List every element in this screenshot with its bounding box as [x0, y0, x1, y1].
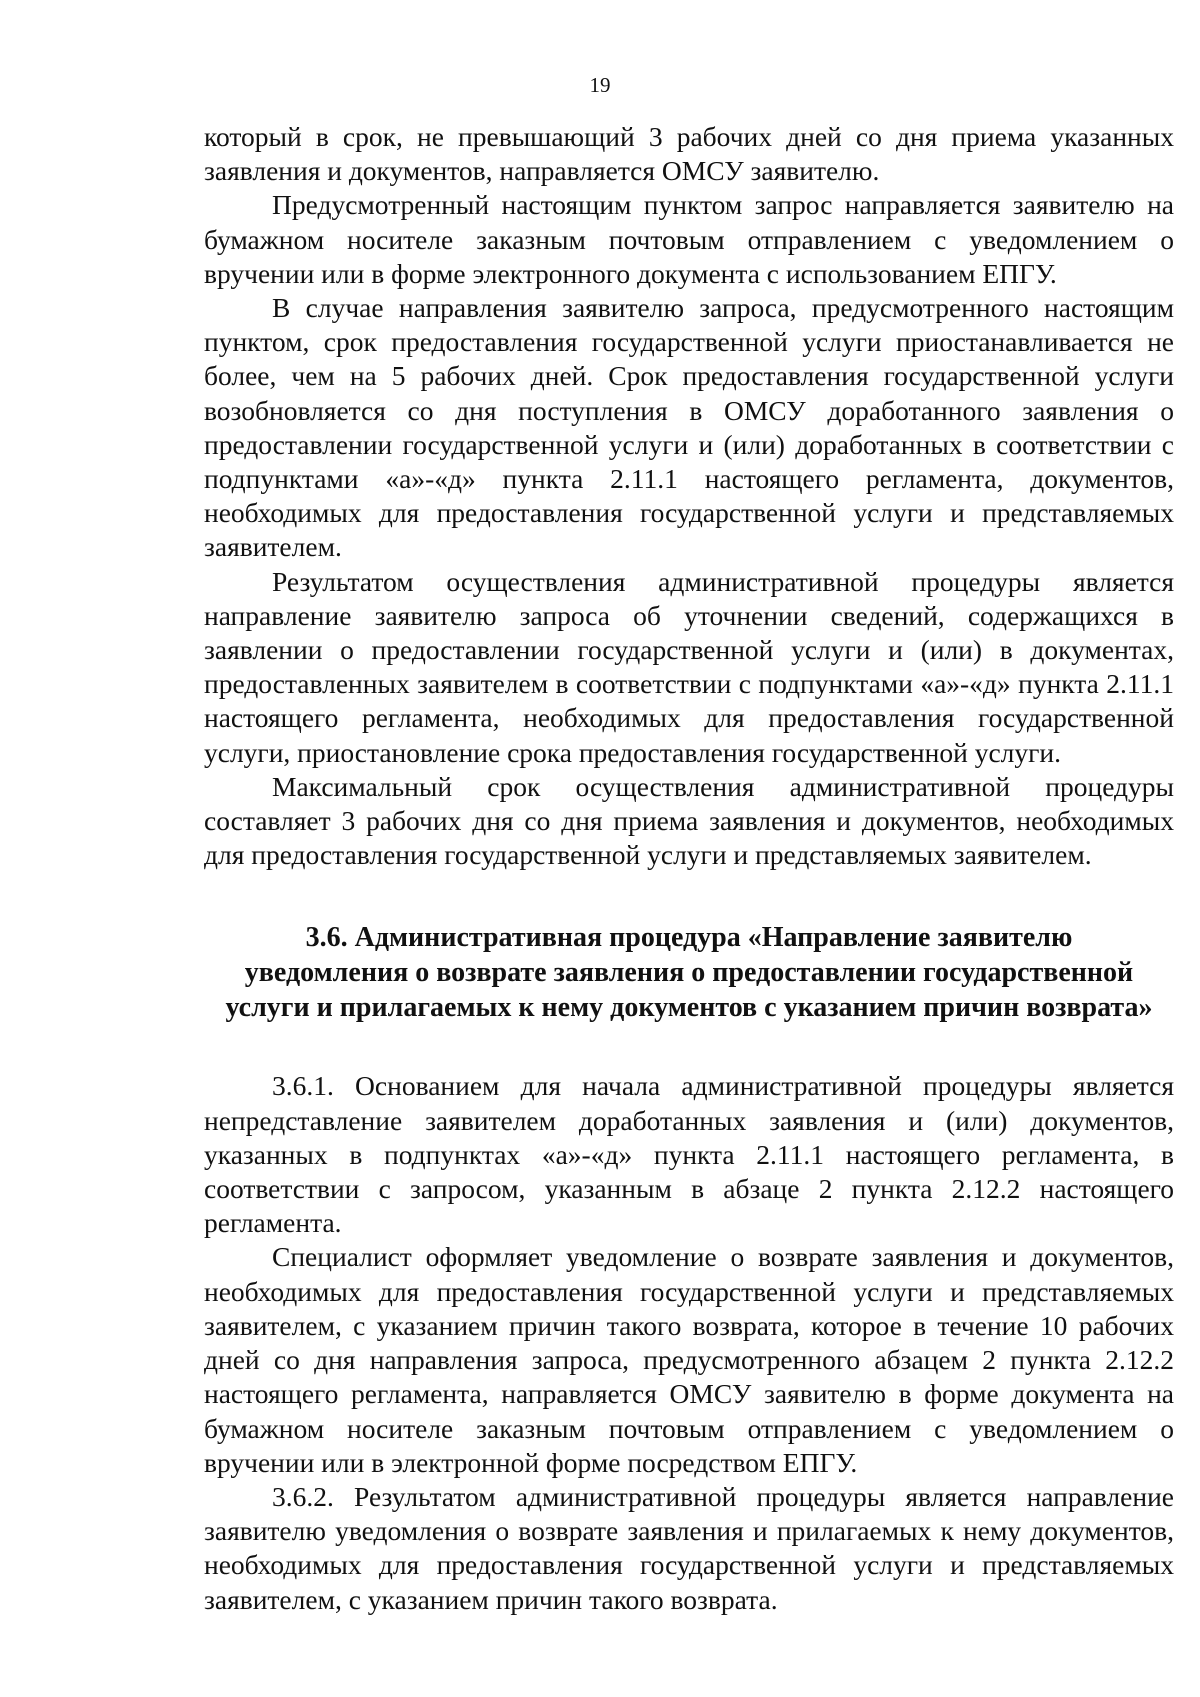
- paragraph-procedure-result: Результатом осуществления административной процедуры является направление заявителю запроса об уточнении сведений, содержащихся в заявлении о предоставлении государственной услуги и (или) в документах, предоставленных заявителем в соответствии с подпунктами «а»-«д» пункта 2.11.1 настоящего регламента, необходимых для предоставления государственной услуги, приостановление срока предоставления государственной услуги.: [204, 565, 1174, 768]
- section-heading: 3.6. Административная процедура «Направление заявителю уведомления о возврате заявления о предоставлении государственной услуги и прилагаемых к нему документов с указанием причин возврата»: [225, 922, 1153, 1024]
- page-number: 19: [589, 73, 611, 97]
- document-body: [204, 120, 1174, 1617]
- paragraph-3-6-1: 3.6.1. Основанием для начала административной процедуры является непредставление заявителем доработанных заявления и (или) документов, указанных в подпунктах «а»-«д» пункта 2.11.1 настоящего регламента, в соответствии с запросом, указанным в абзаце 2 пункта 2.12.2 настоящего регламента.: [204, 1070, 1174, 1239]
- paragraph-return-notice: Специалист оформляет уведомление о возврате заявления и документов, необходимых для предоставления государственной услуги и представляемых заявителем, с указанием причин такого возврата, которое в течение 10 рабочих дней со дня направления запроса, предусмотренного абзацем 2 пункта 2.12.2 настоящего регламента, направляется ОМСУ заявителю в форме документа на бумажном носителе заказным почтовым отправлением с уведомлением о вручении или в электронной форме посредством ЕПГУ.: [204, 1241, 1174, 1478]
- paragraph-suspension-term: В случае направления заявителю запроса, предусмотренного настоящим пунктом, срок предоставления государственной услуги приостанавливается не более, чем на 5 рабочих дней. Срок предоставления государственной услуги возобновляется со дня поступления в ОМСУ доработанного заявления о предоставлении государственной услуги и (или) доработанных в соответствии с подпунктами «а»-«д» пункта 2.11.1 настоящего регламента, документов, необходимых для предоставления государственной услуги и представляемых заявителем.: [204, 292, 1174, 563]
- paragraph-continuation: который в срок, не превышающий 3 рабочих дней со дня приема указанных заявления и документов, направляется ОМСУ заявителю.: [204, 121, 1174, 187]
- paragraph-maximum-term: Максимальный срок осуществления административной процедуры составляет 3 рабочих дня со дня приема заявления и документов, необходимых для предоставления государственной услуги и представляемых заявителем.: [204, 770, 1174, 871]
- paragraph-3-6-2: 3.6.2. Результатом административной процедуры является направление заявителю уведомления о возврате заявления и прилагаемых к нему документов, необходимых для предоставления государственной услуги и представляемых заявителем, с указанием причин такого возврата.: [204, 1480, 1174, 1615]
- paragraph-request-delivery: Предусмотренный настоящим пунктом запрос направляется заявителю на бумажном носителе заказным почтовым отправлением с уведомлением о вручении или в форме электронного документа с использованием ЕПГУ.: [204, 189, 1174, 289]
